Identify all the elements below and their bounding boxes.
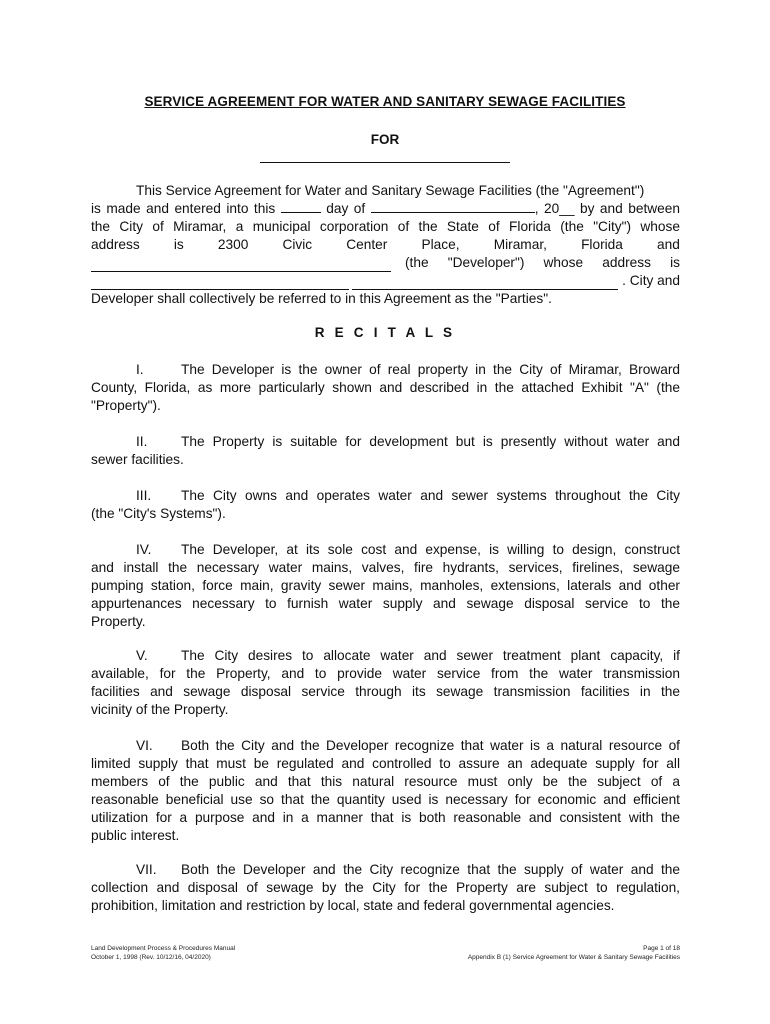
recital-number: I.: [136, 362, 144, 377]
recital-text: vicinity of the Property.: [91, 702, 229, 717]
recital-text: collection and disposal of sewage by the City for the Property are subject to regulation,: [91, 880, 680, 895]
developer-name-blank: [91, 259, 391, 272]
recital-text: available, for the Property, and to provide water service from the water transmission: [91, 666, 680, 681]
month-blank: [371, 200, 535, 213]
recital-text: sewer facilities.: [91, 452, 184, 467]
intro-line-7: Developer shall collectively be referred to in this Agreement as the "Parties".: [91, 291, 552, 306]
recital-1: [91, 361, 680, 415]
address-blank-2: [352, 277, 618, 290]
addr-word-6: Place,: [421, 237, 460, 252]
recital-text: (the "City's Systems").: [91, 506, 226, 521]
recital-number: VI.: [136, 738, 153, 753]
addr-word-1: address: [91, 237, 140, 252]
intro-line-4: [91, 236, 680, 254]
recital-text: Both the Developer and the City recognize that the supply of water and the: [181, 862, 680, 877]
addr-word-7: Miramar,: [493, 237, 547, 252]
recital-text: The City owns and operates water and sewer systems throughout the City: [181, 488, 680, 503]
recital-text: The City desires to allocate water and sewer treatment plant capacity, if: [181, 648, 680, 663]
addr-word-3: 2300: [217, 237, 249, 252]
intro-developer-address: (the "Developer") whose address is: [405, 255, 680, 270]
footer-appendix-title: Appendix B (1) Service Agreement for Water & Sanitary Sewage Facilities: [467, 954, 680, 961]
document-title: SERVICE AGREEMENT FOR WATER AND SANITARY SEWAGE FACILITIES: [144, 94, 626, 109]
recital-6: [91, 737, 680, 845]
intro-made-entered: is made and entered into this: [91, 201, 276, 216]
footer-manual-title: Land Development Process & Procedures Manual: [91, 945, 236, 952]
recital-3: [91, 487, 680, 523]
recital-text: utilization for a purpose and in a manner that is both reasonable and consistent with the: [91, 810, 680, 825]
footer-right: [468, 944, 680, 962]
intro-line-5: [91, 254, 680, 272]
recital-5: [91, 647, 680, 719]
recital-text: pumping station, force main, gravity sewer mains, manholes, extensions, laterals and other: [91, 578, 680, 593]
recital-text: prohibition, limitation and restriction by local, state and federal governmental agencies.: [91, 898, 615, 913]
recitals-heading: R E C I T A L S: [314, 325, 456, 340]
recital-text: facilities and sewage disposal service through its sewage transmission facilities in the: [91, 684, 680, 699]
recital-text: The Property is suitable for development but is presently without water and: [181, 434, 680, 449]
recital-text: County, Florida, as more particularly shown and described in the attached Exhibit "A" (the: [91, 380, 680, 395]
intro-line-2: [91, 200, 680, 218]
recital-7: [91, 861, 680, 915]
recital-text: reasonable beneficial use so that the quantity used is necessary for economic and efficient: [91, 792, 680, 807]
recital-4: [91, 541, 680, 631]
recital-text: limited supply that must be regulated and controlled to assure an adequate supply for all: [91, 756, 680, 771]
intro-paragraph: [91, 182, 680, 308]
recital-number: VII.: [136, 862, 157, 877]
address-blank-1: [91, 277, 349, 290]
intro-line-6: [91, 272, 680, 290]
recital-text: Property.: [91, 614, 146, 629]
intro-day-of: day of: [326, 201, 366, 216]
recital-number: III.: [136, 488, 152, 503]
recital-text: The Developer is the owner of real property in the City of Miramar, Broward: [181, 362, 680, 377]
intro-line-1: This Service Agreement for Water and Sanitary Sewage Facilities (the "Agreement"): [136, 183, 645, 198]
recital-text: members of the public and that this natural resource must only be the subject of a: [91, 774, 680, 789]
recital-text: and install the necessary water mains, valves, fire hydrants, services, firelines, sewage: [91, 560, 680, 575]
footer-revision-date: October 1, 1998 (Rev. 10/12/16, 04/2020): [91, 954, 211, 961]
for-blank-line: [260, 162, 510, 163]
intro-year: , 20__ by and between: [534, 201, 680, 216]
footer-page-number: Page 1 of 18: [643, 945, 680, 952]
addr-word-8: Florida: [581, 237, 623, 252]
intro-line-3: the City of Miramar, a municipal corporation of the State of Florida (the "City") whose: [91, 219, 680, 234]
addr-word-2: is: [173, 237, 184, 252]
recital-number: II.: [136, 434, 148, 449]
recital-text: The Developer, at its sole cost and expense, is willing to design, construct: [181, 542, 680, 557]
recital-2: [91, 433, 680, 469]
recital-number: IV.: [136, 542, 152, 557]
footer-left: [91, 944, 235, 962]
recital-text: appurtenances necessary to furnish water supply and sewage disposal service to the: [91, 596, 680, 611]
addr-word-5: Center: [346, 237, 388, 252]
addr-word-9: and: [657, 237, 680, 252]
day-blank: [281, 200, 321, 213]
recital-text: Both the City and the Developer recognize that water is a natural resource of: [181, 738, 680, 753]
recital-text: "Property").: [91, 398, 161, 413]
for-label: FOR: [370, 132, 400, 147]
recital-number: V.: [136, 648, 148, 663]
addr-word-4: Civic: [282, 237, 313, 252]
intro-city-and: . City and: [622, 273, 680, 288]
recital-text: public interest.: [91, 828, 180, 843]
